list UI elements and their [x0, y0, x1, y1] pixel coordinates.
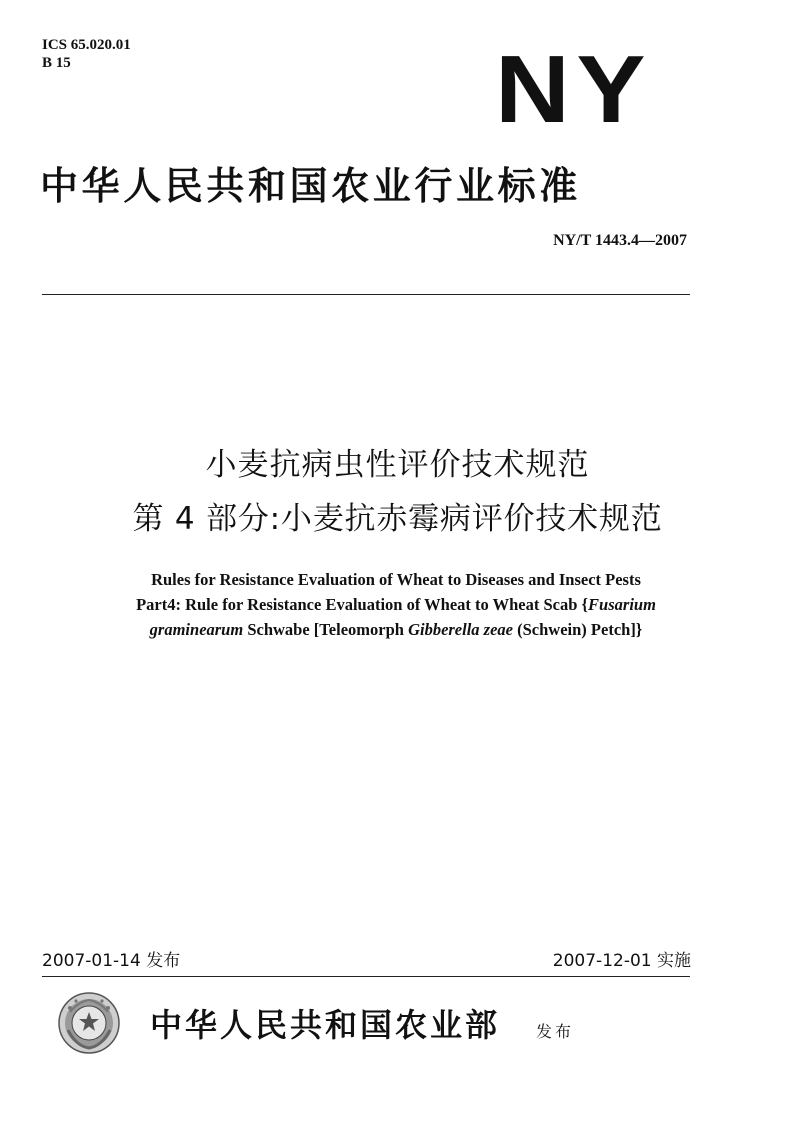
teleomorph-authority: (Schwein) Petch]} — [513, 620, 643, 639]
header-divider — [42, 294, 690, 295]
footer-divider — [42, 976, 690, 977]
teleomorph-name: Gibberella zeae — [408, 620, 513, 639]
issuer-suffix: 发布 — [536, 1022, 575, 1041]
english-title-line-2-text: Part4: Rule for Resistance Evaluation of Wheat to Wheat Scab { — [136, 595, 589, 614]
english-title-line-2 — [40, 592, 752, 617]
chinese-title-line-1: 小麦抗病虫性评价技术规范 — [205, 447, 590, 483]
ccs-code: B 15 — [42, 55, 71, 71]
standard-number: NY/T 1443.4—2007 — [553, 232, 687, 249]
genus-name: Fusarium — [588, 595, 656, 614]
implementation-date: 2007-12-01 实施 — [552, 951, 691, 971]
chinese-title-line-2: 第 4 部分:小麦抗赤霉病评价技术规范 — [132, 501, 663, 537]
english-title-line-3 — [40, 617, 752, 642]
english-title — [40, 567, 752, 642]
classification-block — [42, 36, 131, 72]
ics-code: ICS 65.020.01 — [42, 37, 131, 53]
ny-logo: NY — [495, 36, 652, 143]
standard-type-title: 中华人民共和国农业行业标准 — [40, 164, 581, 208]
issue-date: 2007-01-14 发布 — [42, 951, 181, 971]
english-title-line-1: Rules for Resistance Evaluation of Wheat to Diseases and Insect Pests — [151, 570, 641, 589]
authority-text: Schwabe [Teleomorph — [243, 620, 409, 639]
national-emblem-icon — [56, 990, 122, 1056]
species-name: graminearum — [149, 620, 244, 639]
issuing-authority: 中华人民共和国农业部 — [150, 1006, 501, 1044]
